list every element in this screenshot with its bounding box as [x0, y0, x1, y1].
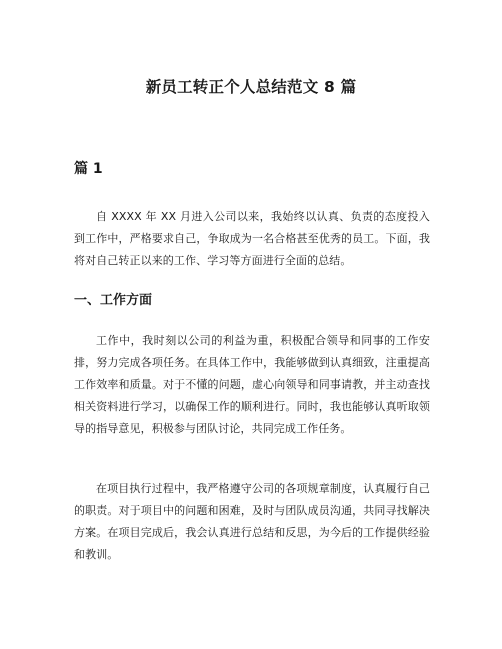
subsection-heading: 一、工作方面: [74, 293, 153, 308]
work-paragraph-1: 工作中，我时刻以公司的利益为重，积极配合领导和同事的工作安排，努力完成各项任务。在具体工作中，我能够做到认真细致，注重提高工作效率和质量。对于不懂的问题，虚心向领导和同事请教，并主动查找相关资料进行学习，以确保工作的顺利进行。同时，我也能够认真听取领导的指导意见，积极参与团队讨论，共同完成工作任务。: [74, 334, 430, 435]
document-title: 新员工转正个人总结范文 8 篇: [145, 78, 357, 96]
work-paragraph-2: 在项目执行过程中，我严格遵守公司的各项规章制度，认真履行自己的职责。对于项目中的问题和困难，及时与团队成员沟通，共同寻找解决方案。在项目完成后，我会认真进行总结和反思，为今后的工作提供经验和教训。: [74, 482, 430, 561]
section-heading: 篇 1: [74, 161, 103, 177]
intro-paragraph: 自 XXXX 年 XX 月进入公司以来，我始终以认真、负责的态度投入到工作中，严格要求自己，争取成为一名合格甚至优秀的员工。下面，我将对自己转正以来的工作、学习等方面进行全面的总结。: [74, 210, 430, 267]
